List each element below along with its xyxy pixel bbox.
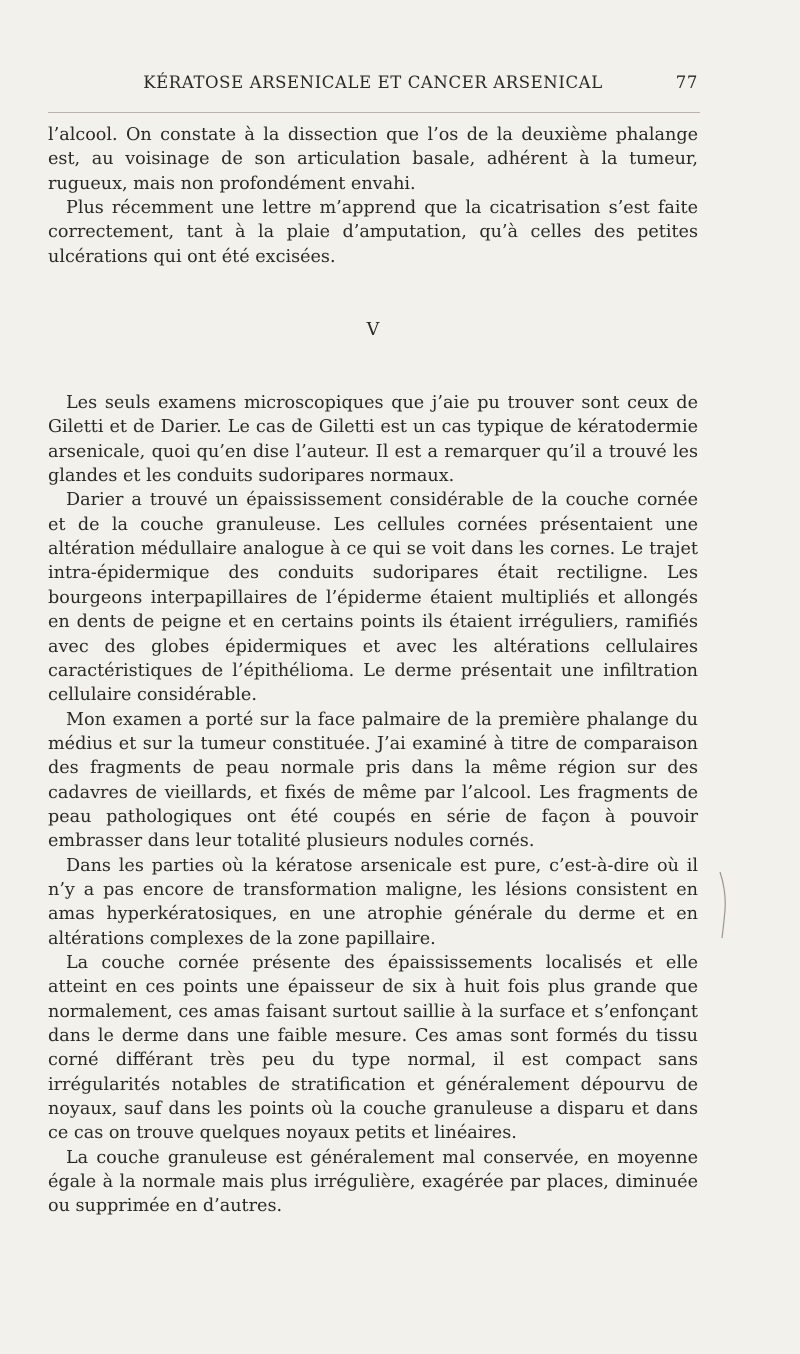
paragraph: Dans les parties où la kératose arsenicale est pure, c’est-à-dire où il n’y a pas encore de transformation maligne, les lésions consistent en amas hyperkératosiques, en une atrophie générale du derme et en altérations complexes de la zone papillaire. [48,855,698,949]
page-number: 77 [675,73,698,92]
running-title: KÉRATOSE ARSENICALE ET CANCER ARSENICAL [143,73,603,92]
paragraph-continuation: l’alcool. On constate à la dissection que l’os de la deuxième phalange est, au voisinage de son articulation basale, adhérent à la tumeur, rugueux, mais non profondément envahi. [48,125,698,194]
paragraph: Darier a trouvé un épaississement considérable de la couche cornée et de la couche granuleuse. Les cellules cornées présentaient une altération médullaire analogue à ce qui se voit dans les cornes. Le trajet intra-épidermique des conduits sudoripares était rectiligne. Les bourgeons interpapillaires de l’épiderme étaient multipliés et allongés en dents de peigne et en certains points ils étaient irréguliers, ramifiés avec des globes épidermiques et avec les altérations cellulaires caractéristiques de l’épithélioma. Le derme présentait une infiltration cellulaire considérable. [48,490,698,706]
page-header [48,73,698,103]
paragraph: Mon examen a porté sur la face palmaire de la première phalange du médius et sur la tumeur constituée. J’ai examiné à titre de comparaison des fragments de peau normale pris dans la même région sur des cadavres de vieillards, et fixés de même par l’alcool. Les fragments de peau pathologiques ont été coupés en série de façon à pouvoir embrasser dans leur totalité plusieurs nodules cornés. [48,709,698,852]
paragraph: Les seuls examens microscopiques que j’aie pu trouver sont ceux de Giletti et de Darier. Le cas de Giletti est un cas typique de kératodermie arsenicale, quoi qu’en dise l’auteur. Il est a remarquer qu’il a trouvé les glandes et les conduits sudoripares normaux. [48,393,698,487]
body-text [48,123,698,1219]
paragraph: La couche cornée présente des épaississements localisés et elle atteint en ces points une épaisseur de six à huit fois plus grande que normalement, ces amas faisant surtout saillie à la surface et s’enfonçant dans le derme dans une faible mesure. Ces amas sont formés du tissu corné différant très peu du type normal, il est compact sans irrégularités notables de stratification et généralement dépourvu de noyaux, sauf dans les points où la couche granuleuse a disparu et dans ce cas on trouve quelques noyaux petits et linéaires. [48,952,698,1144]
margin-pencil-mark [718,870,730,940]
paragraph: La couche granuleuse est généralement mal conservée, en moyenne égale à la normale mais plus irrégulière, exagérée par places, diminuée ou supprimée en d’autres. [48,1147,698,1217]
paragraph: Plus récemment une lettre m’apprend que la cicatrisation s’est faite correctement, tant à la plaie d’amputation, qu’à celles des petites ulcérations qui ont été excisées. [48,198,698,267]
header-rule [48,112,700,113]
section-heading: V [366,320,380,341]
